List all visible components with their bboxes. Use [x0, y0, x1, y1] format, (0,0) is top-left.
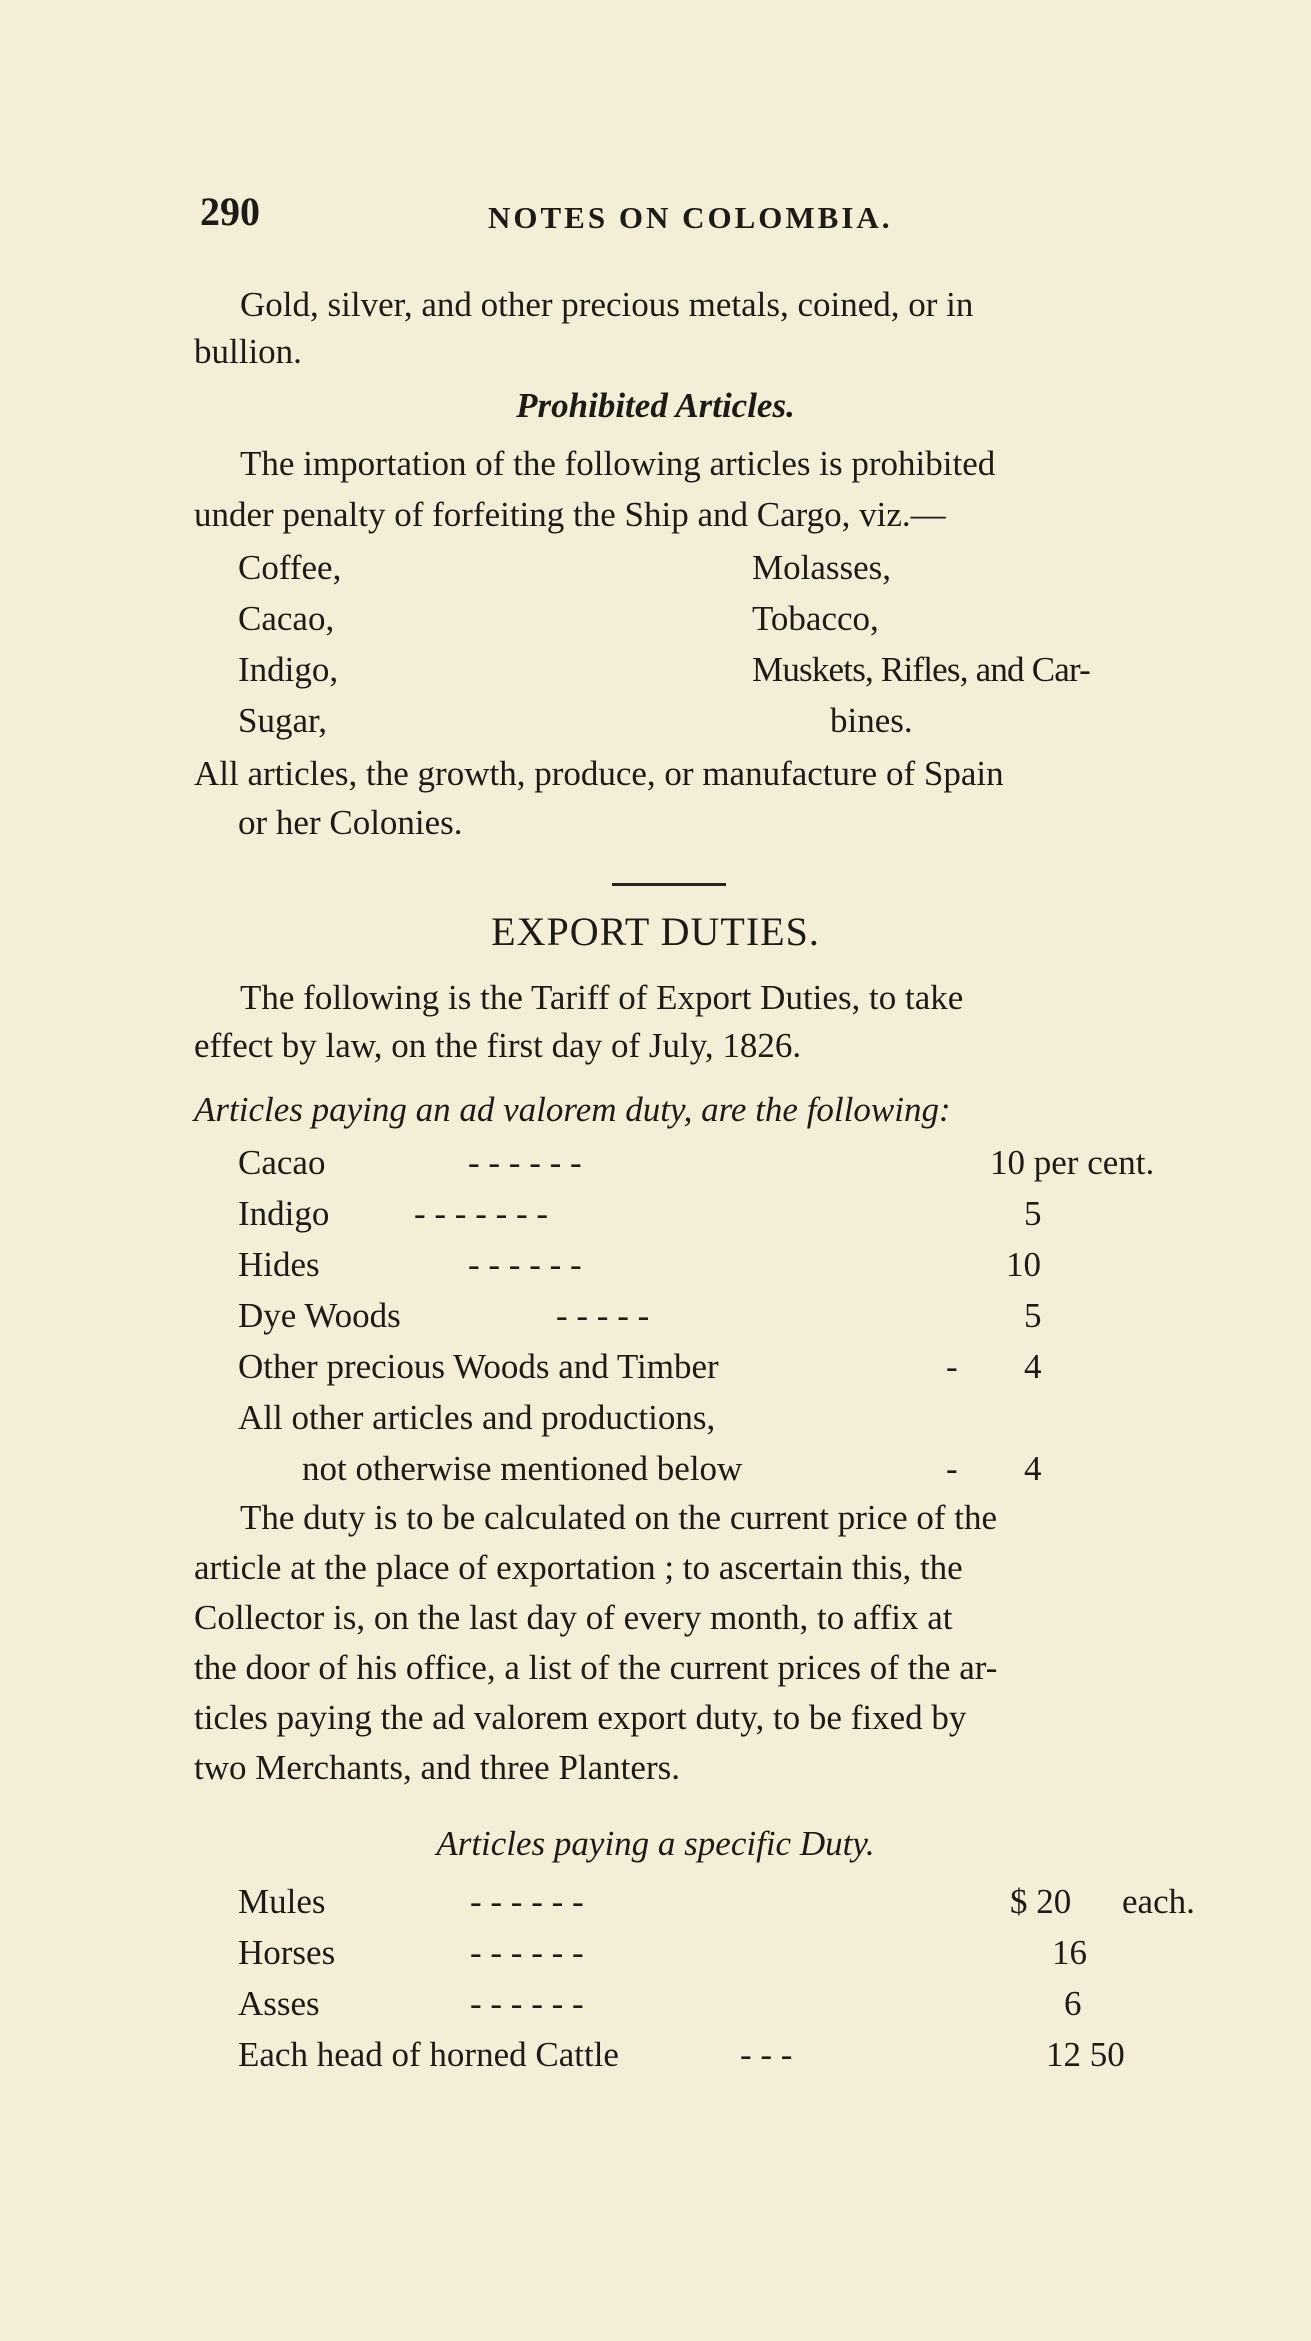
export-duties-title: EXPORT DUTIES. — [491, 909, 820, 954]
ad-valorem-rate: 10 — [1006, 1245, 1041, 1284]
prohibited-intro-2: under penalty of forfeiting the Ship and Cargo, viz.— — [194, 495, 946, 534]
prohibited-right-item: Tobacco, — [752, 599, 879, 638]
ad-valorem-leader: - - - - - — [556, 1296, 650, 1335]
ad-valorem-leader: - — [946, 1449, 958, 1488]
ad-valorem-rate: 4 — [1024, 1449, 1042, 1488]
specific-leader: - - - - - - — [470, 1882, 584, 1921]
prohibited-closing-2: or her Colonies. — [238, 803, 463, 842]
ad-valorem-article: Other precious Woods and Timber — [238, 1347, 719, 1386]
calc-line: ticles paying the ad valorem export duty, to be fixed by — [194, 1698, 967, 1737]
prohibited-right-item: Muskets, Rifles, and Car- — [752, 650, 1090, 689]
ad-valorem-leader: - — [946, 1347, 958, 1386]
ad-valorem-rate: 10 per cent. — [990, 1143, 1155, 1182]
ad-valorem-rate: 5 — [1024, 1194, 1042, 1233]
ad-valorem-heading: Articles paying an ad valorem duty, are the following: — [194, 1090, 951, 1129]
ad-valorem-article: Dye Woods — [238, 1296, 401, 1335]
prohibited-right-item: Molasses, — [752, 548, 892, 587]
running-title: NOTES ON COLOMBIA. — [488, 200, 893, 235]
ad-valorem-rate: 5 — [1024, 1296, 1042, 1335]
section-divider — [612, 883, 726, 886]
ad-valorem-article: not otherwise mentioned below — [302, 1449, 743, 1488]
opening-line-2: bullion. — [194, 332, 302, 371]
ad-valorem-article: Indigo — [238, 1194, 330, 1233]
specific-amount: 12 50 — [1046, 2035, 1125, 2074]
ad-valorem-leader: - - - - - - — [468, 1143, 582, 1182]
specific-article: Asses — [238, 1984, 320, 2023]
calc-line: two Merchants, and three Planters. — [194, 1748, 680, 1787]
specific-leader: - - - - - - — [470, 1984, 584, 2023]
calc-line: Collector is, on the last day of every month, to affix at — [194, 1598, 953, 1637]
calc-line: article at the place of exportation ; to ascertain this, the — [194, 1548, 963, 1587]
specific-leader: - - - — [740, 2035, 793, 2074]
prohibited-left-item: Indigo, — [238, 650, 339, 689]
specific-article: Horses — [238, 1933, 336, 1972]
prohibited-left-item: Coffee, — [238, 548, 342, 587]
ad-valorem-article: Hides — [238, 1245, 320, 1284]
export-intro-2: effect by law, on the first day of July, 1826. — [194, 1026, 802, 1065]
ad-valorem-article: Cacao — [238, 1143, 326, 1182]
specific-duty-heading: Articles paying a specific Duty. — [436, 1824, 875, 1863]
specific-article: Mules — [238, 1882, 326, 1921]
ad-valorem-leader: - - - - - - - — [414, 1194, 549, 1233]
prohibited-closing-1: All articles, the growth, produce, or manufacture of Spain — [194, 754, 1004, 793]
specific-amount: 6 — [1064, 1984, 1082, 2023]
calc-line: the door of his office, a list of the current prices of the ar- — [194, 1648, 998, 1687]
prohibited-right-item: bines. — [830, 701, 913, 740]
specific-amount: 16 — [1052, 1933, 1087, 1972]
page-number: 290 — [200, 189, 260, 234]
calc-line: The duty is to be calculated on the current price of the — [240, 1498, 998, 1537]
ad-valorem-leader: - - - - - - — [468, 1245, 582, 1284]
export-intro-1: The following is the Tariff of Export Duties, to take — [240, 978, 964, 1017]
specific-amount: $ 20 — [1010, 1882, 1072, 1921]
specific-article: Each head of horned Cattle — [238, 2035, 619, 2074]
prohibited-left-item: Cacao, — [238, 599, 335, 638]
opening-line-1: Gold, silver, and other precious metals, coined, or in — [240, 285, 974, 324]
prohibited-intro-1: The importation of the following articles is prohibited — [240, 444, 996, 483]
prohibited-heading: Prohibited Articles. — [516, 386, 795, 425]
specific-leader: - - - - - - — [470, 1933, 584, 1972]
specific-unit: each. — [1122, 1882, 1195, 1921]
ad-valorem-rate: 4 — [1024, 1347, 1042, 1386]
prohibited-left-item: Sugar, — [238, 701, 328, 740]
ad-valorem-article: All other articles and productions, — [238, 1398, 716, 1437]
